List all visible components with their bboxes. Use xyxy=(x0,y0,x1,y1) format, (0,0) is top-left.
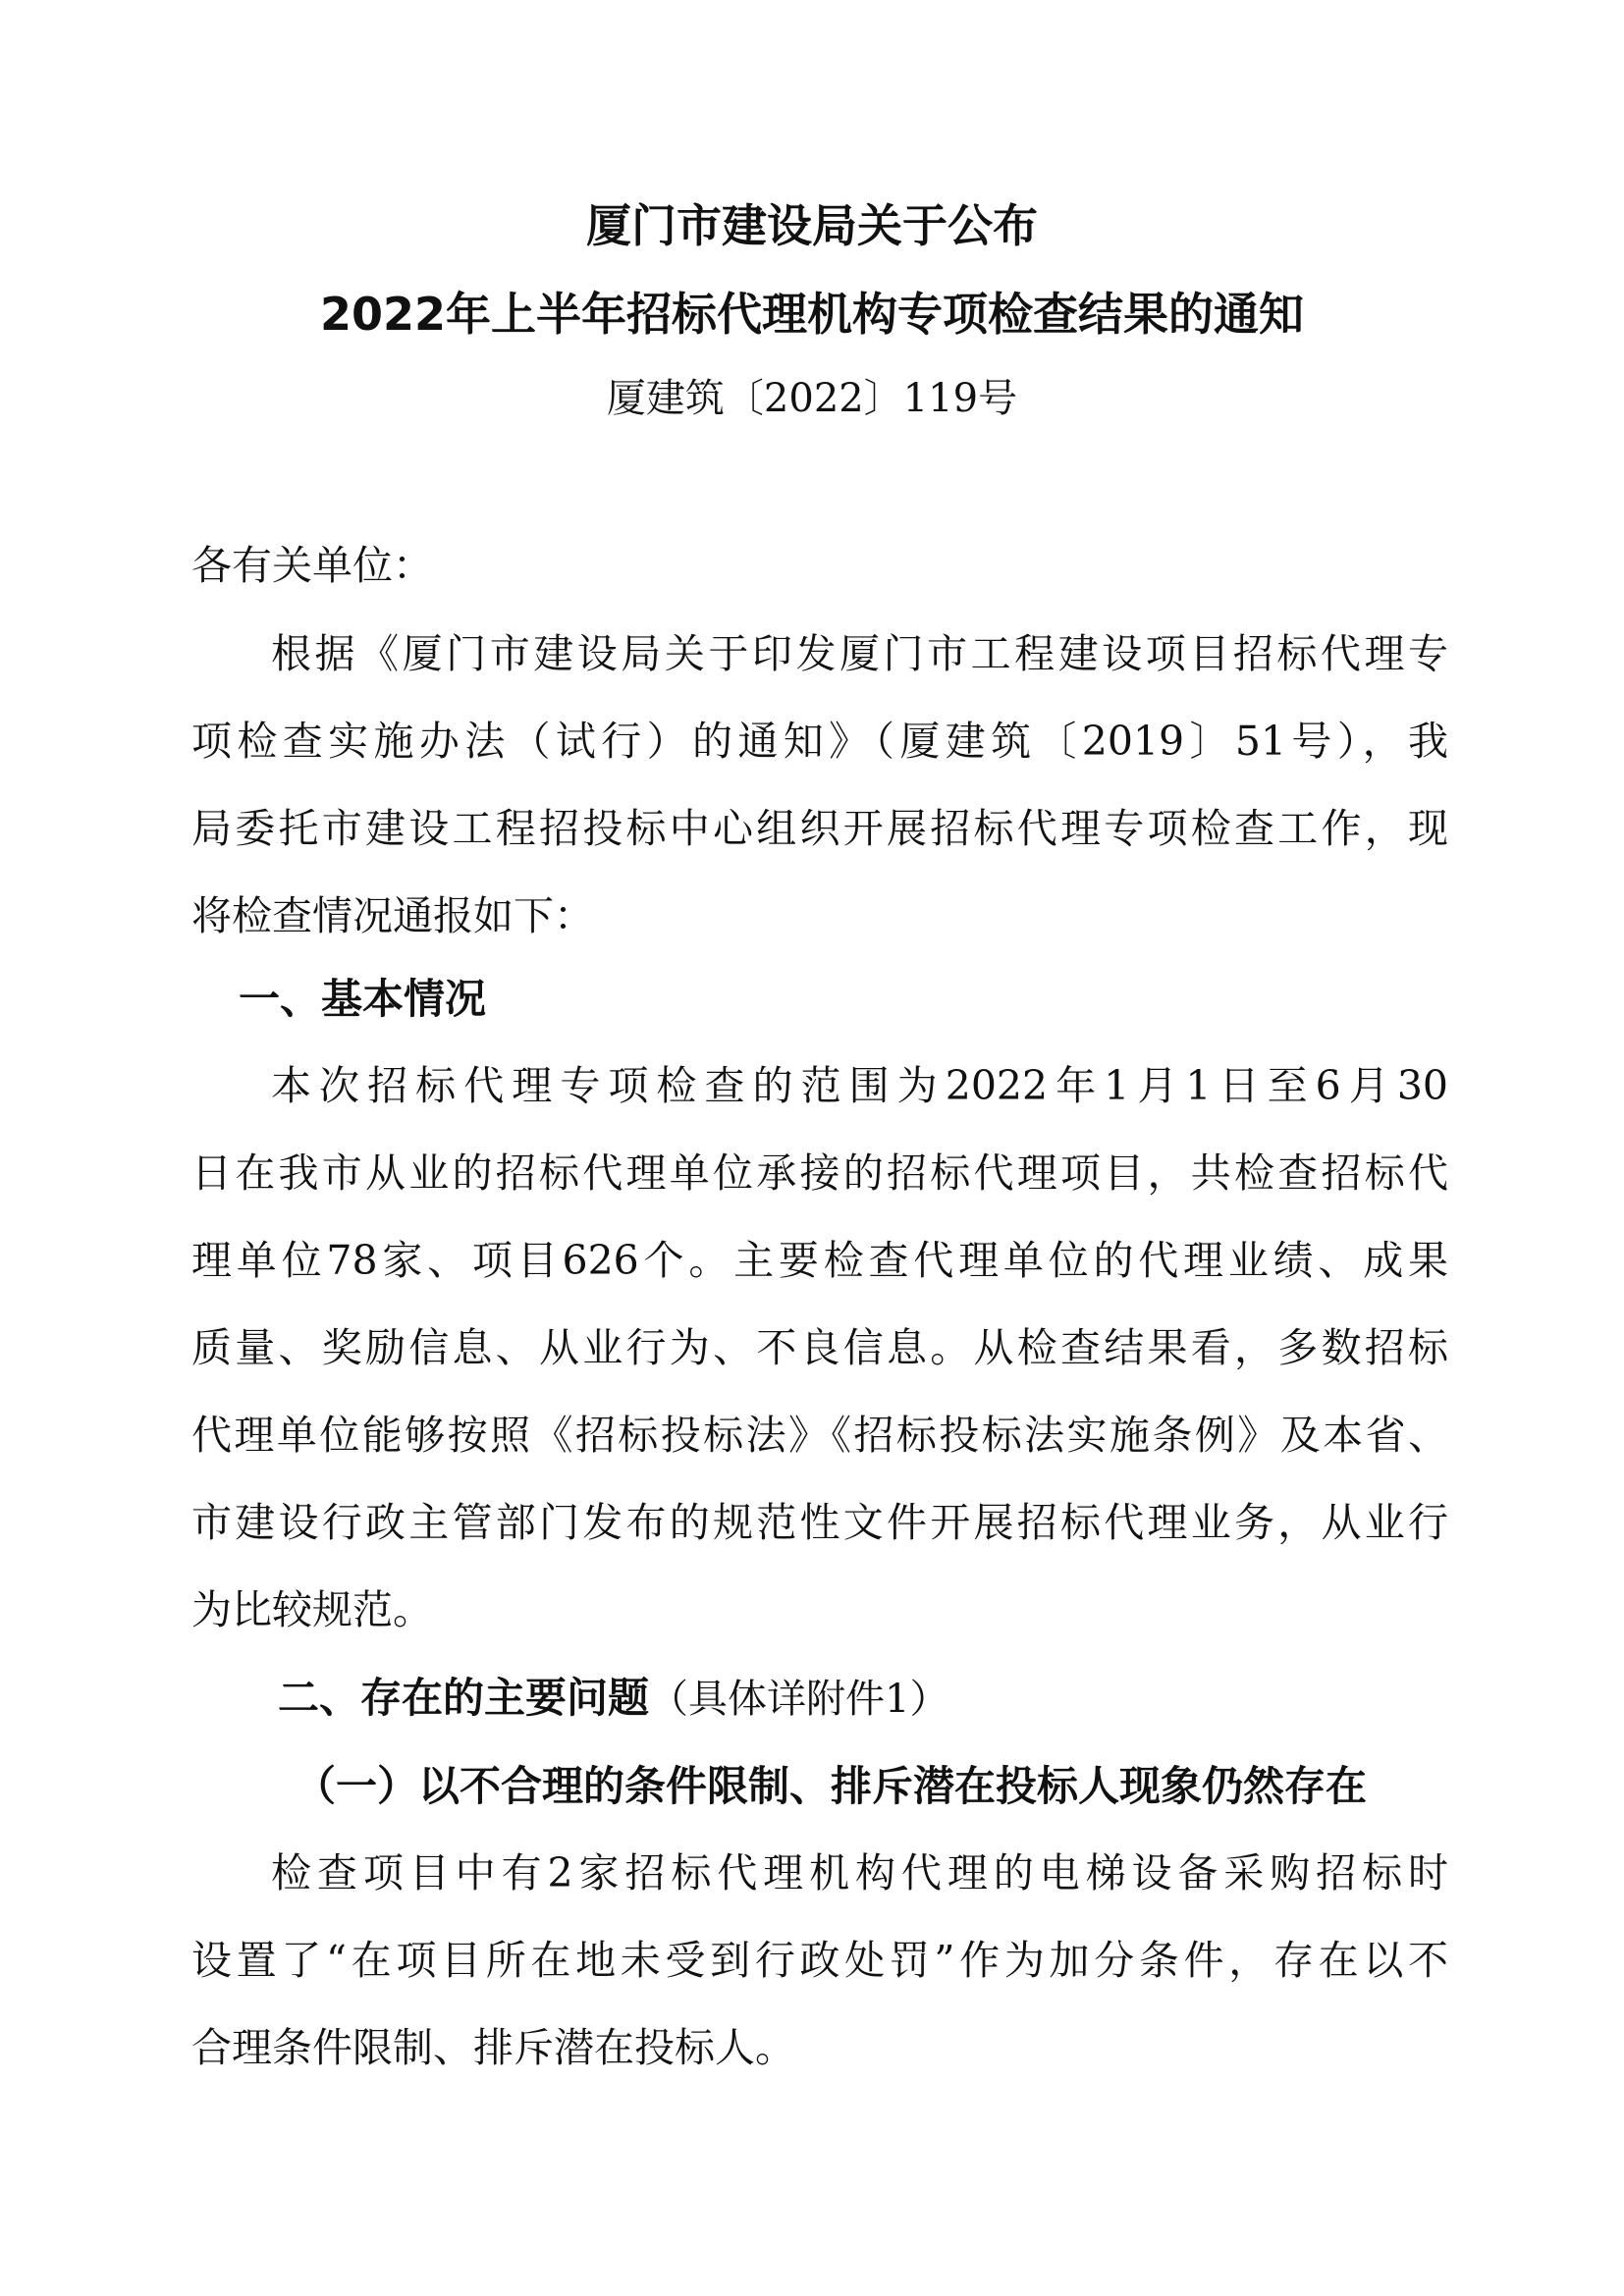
intro-line: 项检查实施办法（试行）的通知》（厦建筑〔2019〕51号），我 xyxy=(191,718,1448,765)
section1-heading-text: 一、基本情况 xyxy=(239,975,487,1023)
section1-line: 代理单位能够按照《招标投标法》《招标投标法实施条例》及本省、 xyxy=(191,1412,1448,1459)
subsection1-line: 设置了“在项目所在地未受到行政处罚”作为加分条件，存在以不 xyxy=(191,1937,1448,1984)
section1-line: 本次招标代理专项检查的范围为2022年1月1日至6月30 xyxy=(271,1062,1448,1109)
document-title-line2: 2022年上半年招标代理机构专项检查结果的通知 xyxy=(319,288,1305,341)
intro-line: 根据《厦门市建设局关于印发厦门市工程建设项目招标代理专 xyxy=(271,630,1448,677)
document-number: 厦建筑〔2022〕119号 xyxy=(606,376,1018,421)
subsection1-line: 检查项目中有2家招标代理机构代理的电梯设备采购招标时 xyxy=(271,1849,1448,1896)
section2-heading-note: （具体详附件1） xyxy=(649,1677,949,1722)
section1-line: 市建设行政主管部门发布的规范性文件开展招标代理业务，从业行 xyxy=(191,1499,1448,1546)
section2-heading-text: 二、存在的主要问题 xyxy=(278,1674,650,1722)
section1-heading xyxy=(239,970,486,1029)
section2-heading xyxy=(278,1669,948,1729)
section1-line: 理单位78家、项目626个。主要检查代理单位的代理业绩、成果 xyxy=(191,1237,1448,1284)
intro-line: 将检查情况通报如下： xyxy=(191,892,594,939)
salutation: 各有关单位： xyxy=(191,542,433,589)
subsection1-line: 合理条件限制、排斥潜在投标人。 xyxy=(191,2024,795,2071)
section1-line: 为比较规范。 xyxy=(191,1586,433,1633)
subsection1-heading-text: （一）以不合理的条件限制、排斥潜在投标人现象仍然存在 xyxy=(295,1762,1368,1810)
intro-line: 局委托市建设工程招投标中心组织开展招标代理专项检查工作，现 xyxy=(191,805,1448,852)
subsection1-heading xyxy=(295,1757,1367,1816)
section1-line: 质量、奖励信息、从业行为、不良信息。从检查结果看，多数招标 xyxy=(191,1324,1448,1371)
section1-line: 日在我市从业的招标代理单位承接的招标代理项目，共检查招标代 xyxy=(191,1149,1448,1197)
document-title-line1: 厦门市建设局关于公布 xyxy=(586,199,1038,252)
